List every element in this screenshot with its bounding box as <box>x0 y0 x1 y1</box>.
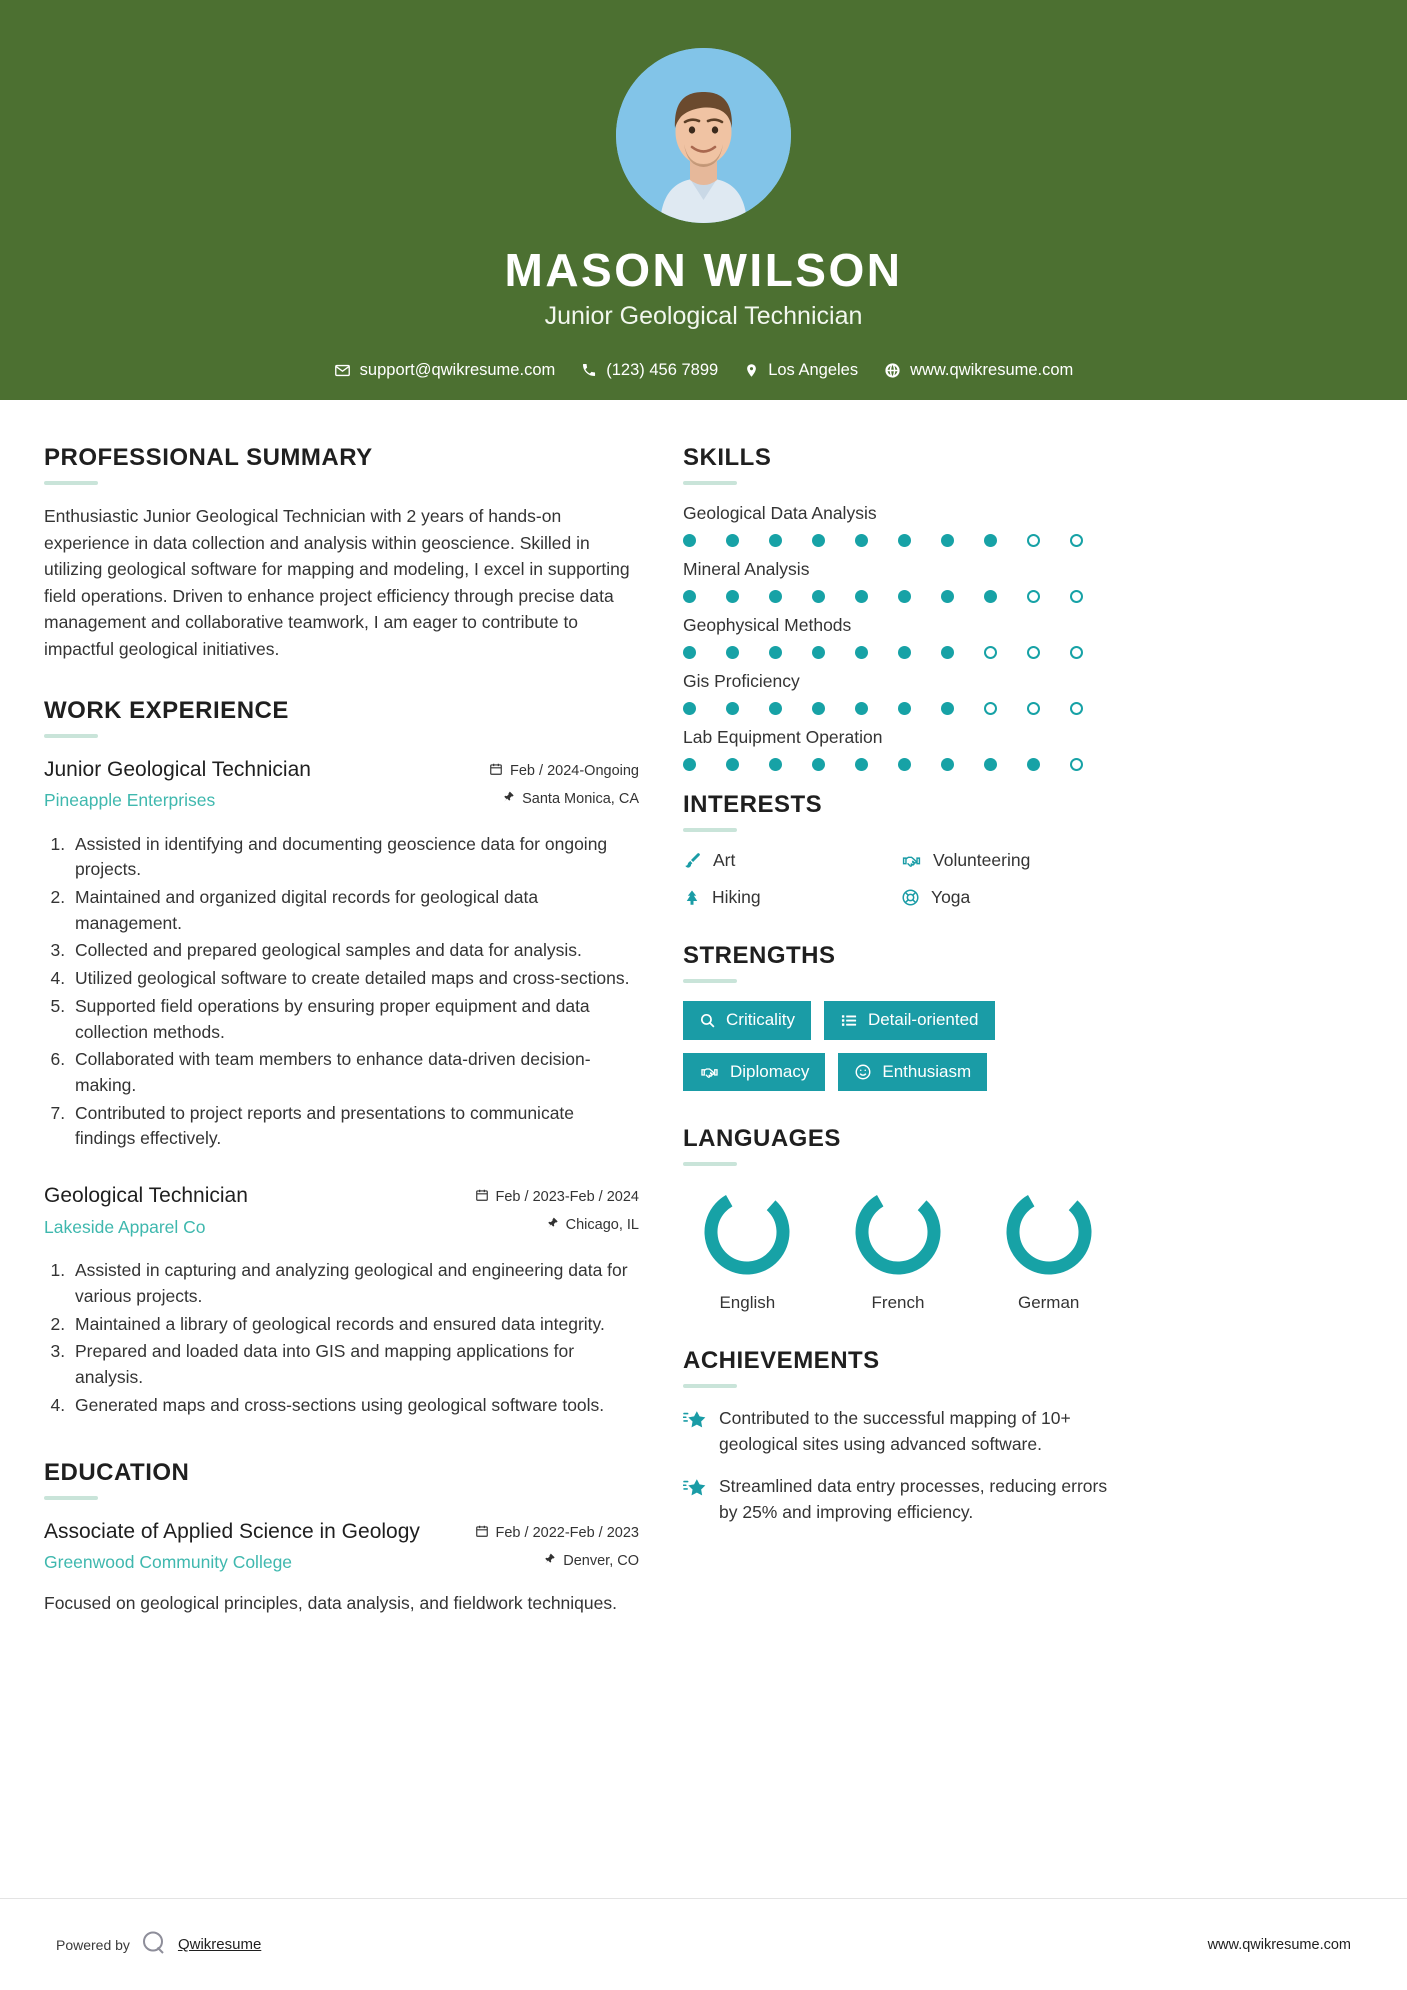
strength-chip-criticality <box>683 1001 811 1040</box>
rating-dot-filled <box>941 590 954 603</box>
skills-list <box>683 503 1113 771</box>
rating-dot-filled <box>683 534 696 547</box>
rating-dot-filled <box>898 534 911 547</box>
strength-chip-diplomacy <box>683 1053 825 1092</box>
experience-location-line <box>439 790 639 808</box>
rating-dot-filled <box>898 702 911 715</box>
bullet: 3. Collected and prepared geological samples and data for analysis. <box>70 938 639 964</box>
section-rule <box>683 1162 737 1166</box>
languages-list <box>683 1184 1113 1313</box>
interest-item <box>683 887 895 908</box>
rating-dot-filled <box>726 646 739 659</box>
list-icon <box>840 1012 858 1029</box>
education-date-line <box>439 1524 639 1542</box>
phone-icon <box>581 362 597 378</box>
pin-icon <box>543 1552 556 1570</box>
calendar-icon <box>475 1188 489 1206</box>
language-progress-ring <box>699 1184 795 1280</box>
rating-dot-filled <box>683 590 696 603</box>
experience-location: Santa Monica, CA <box>522 790 639 807</box>
calendar-icon <box>475 1524 489 1542</box>
rating-dot-filled <box>812 702 825 715</box>
skill-label: Mineral Analysis <box>683 559 810 579</box>
rating-dot-empty <box>1027 702 1040 715</box>
rating-dot-filled <box>941 702 954 715</box>
rating-dot-filled <box>855 758 868 771</box>
contact-phone-text: (123) 456 7899 <box>606 360 719 379</box>
language-progress-ring <box>1001 1184 1097 1280</box>
language-item <box>683 1184 812 1313</box>
envelope-icon <box>334 362 351 379</box>
resume-body <box>0 400 1407 1646</box>
rating-dot-filled <box>984 534 997 547</box>
rating-dot-filled <box>898 646 911 659</box>
map-pin-icon <box>744 362 759 379</box>
rating-dot-empty <box>984 702 997 715</box>
section-title: ACHIEVEMENTS <box>683 1347 880 1375</box>
bullet: 5. Supported field operations by ensuring proper equipment and data collection methods. <box>70 994 639 1045</box>
smiley-icon <box>854 1063 872 1081</box>
language-progress-ring <box>850 1184 946 1280</box>
experience-date: Feb / 2023-Feb / 2024 <box>495 1189 639 1206</box>
contact-website[interactable] <box>884 361 1073 380</box>
bullet: 7. Contributed to project reports and presentations to communicate findings effectively. <box>70 1101 639 1152</box>
skill-rating <box>683 534 1113 547</box>
achievement-item <box>683 1474 1113 1525</box>
contact-website-text: www.qwikresume.com <box>910 360 1074 379</box>
job-title: Junior Geological Technician <box>544 301 863 330</box>
section-education <box>44 1459 639 1616</box>
experience-meta <box>439 1182 639 1244</box>
experience-organization: Pineapple Enterprises <box>44 789 216 810</box>
rating-dot-filled <box>769 758 782 771</box>
rating-dot-filled <box>984 758 997 771</box>
search-icon <box>699 1012 716 1029</box>
pin-icon <box>502 790 515 808</box>
experience-location-line <box>439 1216 639 1234</box>
rating-dot-filled <box>726 702 739 715</box>
strength-label: Diplomacy <box>730 1061 810 1081</box>
powered-by-label: Powered by <box>56 1936 130 1953</box>
skill-label: Gis Proficiency <box>683 671 800 691</box>
strength-label: Enthusiasm <box>882 1061 972 1081</box>
skill-rating <box>683 758 1113 771</box>
skill-label: Geological Data Analysis <box>683 503 877 523</box>
experience-bullets <box>44 832 639 1153</box>
bullet: 2. Maintained a library of geological records and ensured data integrity. <box>70 1312 639 1338</box>
interest-item <box>683 850 895 871</box>
interest-label: Yoga <box>931 887 971 907</box>
section-languages <box>683 1125 1113 1313</box>
rating-dot-filled <box>812 534 825 547</box>
experience-title: Junior Geological Technician <box>44 757 311 781</box>
rating-dot-filled <box>683 758 696 771</box>
rating-dot-filled <box>769 702 782 715</box>
handshake-icon <box>699 1063 720 1081</box>
lifebuoy-icon <box>901 888 920 907</box>
contact-location-text: Los Angeles <box>768 360 859 379</box>
skill-rating <box>683 646 1113 659</box>
skill-label: Lab Equipment Operation <box>683 727 883 747</box>
experience-entry <box>44 756 639 1153</box>
right-column <box>683 444 1113 1646</box>
skill-rating <box>683 590 1113 603</box>
avatar <box>616 48 791 223</box>
section-professional-summary <box>44 444 639 663</box>
skill-item <box>683 559 1113 603</box>
interest-item <box>901 850 1113 871</box>
rating-dot-filled <box>769 590 782 603</box>
experience-entry <box>44 1182 639 1418</box>
education-meta <box>439 1518 639 1580</box>
interest-label: Volunteering <box>933 850 1031 870</box>
star-icon <box>683 1406 707 1431</box>
education-date: Feb / 2022-Feb / 2023 <box>495 1524 639 1541</box>
section-rule <box>44 1496 98 1500</box>
section-title: STRENGTHS <box>683 942 836 969</box>
section-title: EDUCATION <box>44 1458 190 1486</box>
strength-chip-enthusiasm <box>838 1053 987 1092</box>
experience-meta <box>439 756 639 818</box>
rating-dot-empty <box>1070 758 1083 771</box>
contact-email[interactable] <box>334 361 556 380</box>
education-location-line <box>439 1552 639 1570</box>
rating-dot-filled <box>941 758 954 771</box>
rating-dot-empty <box>1027 646 1040 659</box>
section-rule <box>44 481 98 485</box>
contact-email-text: support@qwikresume.com <box>359 360 556 379</box>
footer <box>0 1898 1407 1990</box>
section-rule <box>683 481 737 485</box>
education-location: Denver, CO <box>563 1552 639 1569</box>
education-school: Greenwood Community College <box>44 1551 293 1572</box>
interests-grid <box>683 850 1113 908</box>
calendar-icon <box>489 762 503 780</box>
rating-dot-filled <box>683 702 696 715</box>
education-entry <box>44 1518 639 1616</box>
rating-dot-filled <box>855 534 868 547</box>
rating-dot-empty <box>1027 534 1040 547</box>
strengths-list <box>683 1001 1113 1091</box>
education-degree: Associate of Applied Science in Geology <box>44 1519 420 1543</box>
rating-dot-filled <box>726 534 739 547</box>
star-icon <box>683 1474 707 1499</box>
language-item <box>984 1184 1113 1313</box>
section-rule <box>44 734 98 738</box>
pin-icon <box>546 1216 559 1234</box>
rating-dot-filled <box>855 646 868 659</box>
section-rule <box>683 1384 737 1388</box>
section-rule <box>683 828 737 832</box>
rating-dot-empty <box>1070 702 1083 715</box>
paintbrush-icon <box>683 851 702 870</box>
experience-title: Geological Technician <box>44 1184 248 1208</box>
rating-dot-filled <box>769 534 782 547</box>
language-label: English <box>719 1293 776 1313</box>
bullet: 2. Maintained and organized digital records for geological data management. <box>70 885 639 936</box>
rating-dot-filled <box>726 590 739 603</box>
achievement-text: Streamlined data entry processes, reducing errors by 25% and improving efficiency. <box>719 1475 1108 1522</box>
contact-phone[interactable] <box>581 361 718 380</box>
rating-dot-filled <box>855 590 868 603</box>
rating-dot-filled <box>855 702 868 715</box>
footer-brand-group <box>56 1929 261 1960</box>
skill-rating <box>683 702 1113 715</box>
rating-dot-filled <box>769 646 782 659</box>
rating-dot-filled <box>984 590 997 603</box>
language-item <box>834 1184 963 1313</box>
experience-organization: Lakeside Apparel Co <box>44 1216 206 1237</box>
rating-dot-filled <box>812 758 825 771</box>
summary-text: Enthusiastic Junior Geological Technician with 2 years of hands-on experience in data collection and analysis within geoscience. Skilled in utilizing geological software for mapping and modeling, I excel in supporting field operations. Driven to enhance project efficiency through precise data management and collaborative teamwork, I am eager to contribute to impactful geological initiatives. <box>44 506 630 659</box>
rating-dot-filled <box>812 646 825 659</box>
interest-label: Hiking <box>712 887 761 907</box>
education-description: Focused on geological principles, data analysis, and fieldwork techniques. <box>44 1592 617 1613</box>
footer-brand-link[interactable]: Qwikresume <box>177 1936 262 1953</box>
rating-dot-empty <box>1070 590 1083 603</box>
skill-item <box>683 671 1113 715</box>
strength-label: Criticality <box>726 1010 795 1029</box>
language-label: French <box>871 1293 925 1313</box>
section-title: SKILLS <box>683 444 772 471</box>
bullet: 1. Assisted in identifying and documenting geoscience data for ongoing projects. <box>70 832 639 883</box>
bullet: 6. Collaborated with team members to enhance data-driven decision-making. <box>70 1047 639 1098</box>
experience-date-line <box>439 1188 639 1206</box>
resume-header <box>0 0 1407 400</box>
skill-item <box>683 503 1113 547</box>
section-title: LANGUAGES <box>683 1125 841 1153</box>
full-name: MASON WILSON <box>504 244 903 296</box>
interest-item <box>901 887 1113 908</box>
experience-location: Chicago, IL <box>565 1217 639 1234</box>
bullet: 4. Generated maps and cross-sections using geological software tools. <box>70 1393 639 1419</box>
tree-icon <box>683 888 701 908</box>
footer-url[interactable]: www.qwikresume.com <box>1207 1936 1351 1953</box>
bullet: 4. Utilized geological software to create detailed maps and cross-sections. <box>70 966 639 992</box>
section-work-experience <box>44 697 639 1419</box>
bullet: 1. Assisted in capturing and analyzing geological and engineering data for various projects. <box>70 1258 639 1309</box>
section-rule <box>683 979 737 983</box>
handshake-icon <box>901 851 922 870</box>
strength-chip-detail-oriented <box>824 1001 995 1040</box>
rating-dot-filled <box>898 758 911 771</box>
skill-label: Geophysical Methods <box>683 615 852 635</box>
contact-row <box>334 361 1074 380</box>
section-title: PROFESSIONAL SUMMARY <box>44 444 373 471</box>
rating-dot-filled <box>898 590 911 603</box>
skill-item <box>683 615 1113 659</box>
section-skills <box>683 444 1113 771</box>
section-title: INTERESTS <box>683 791 823 818</box>
rating-dot-empty <box>1027 590 1040 603</box>
qwikresume-logo-icon <box>141 1929 167 1960</box>
experience-bullets <box>44 1258 639 1418</box>
experience-date: Feb / 2024-Ongoing <box>510 762 639 779</box>
rating-dot-empty <box>1070 646 1083 659</box>
section-interests <box>683 791 1113 908</box>
rating-dot-filled <box>1027 758 1040 771</box>
section-title: WORK EXPERIENCE <box>44 696 289 724</box>
section-strengths <box>683 942 1113 1091</box>
bullet: 3. Prepared and loaded data into GIS and mapping applications for analysis. <box>70 1339 639 1390</box>
globe-icon <box>884 362 901 379</box>
interest-label: Art <box>713 850 736 870</box>
experience-date-line <box>439 762 639 780</box>
language-label: German <box>1017 1293 1080 1313</box>
rating-dot-filled <box>726 758 739 771</box>
strength-label: Detail-oriented <box>867 1010 979 1029</box>
achievement-item <box>683 1406 1113 1457</box>
achievement-text: Contributed to the successful mapping of 10+ geological sites using advanced software. <box>719 1408 1071 1455</box>
left-column <box>44 444 639 1646</box>
rating-dot-empty <box>984 646 997 659</box>
contact-location <box>744 361 858 380</box>
rating-dot-filled <box>941 534 954 547</box>
rating-dot-filled <box>812 590 825 603</box>
rating-dot-filled <box>941 646 954 659</box>
rating-dot-filled <box>683 646 696 659</box>
skill-item <box>683 727 1113 771</box>
rating-dot-empty <box>1070 534 1083 547</box>
section-achievements <box>683 1347 1113 1525</box>
